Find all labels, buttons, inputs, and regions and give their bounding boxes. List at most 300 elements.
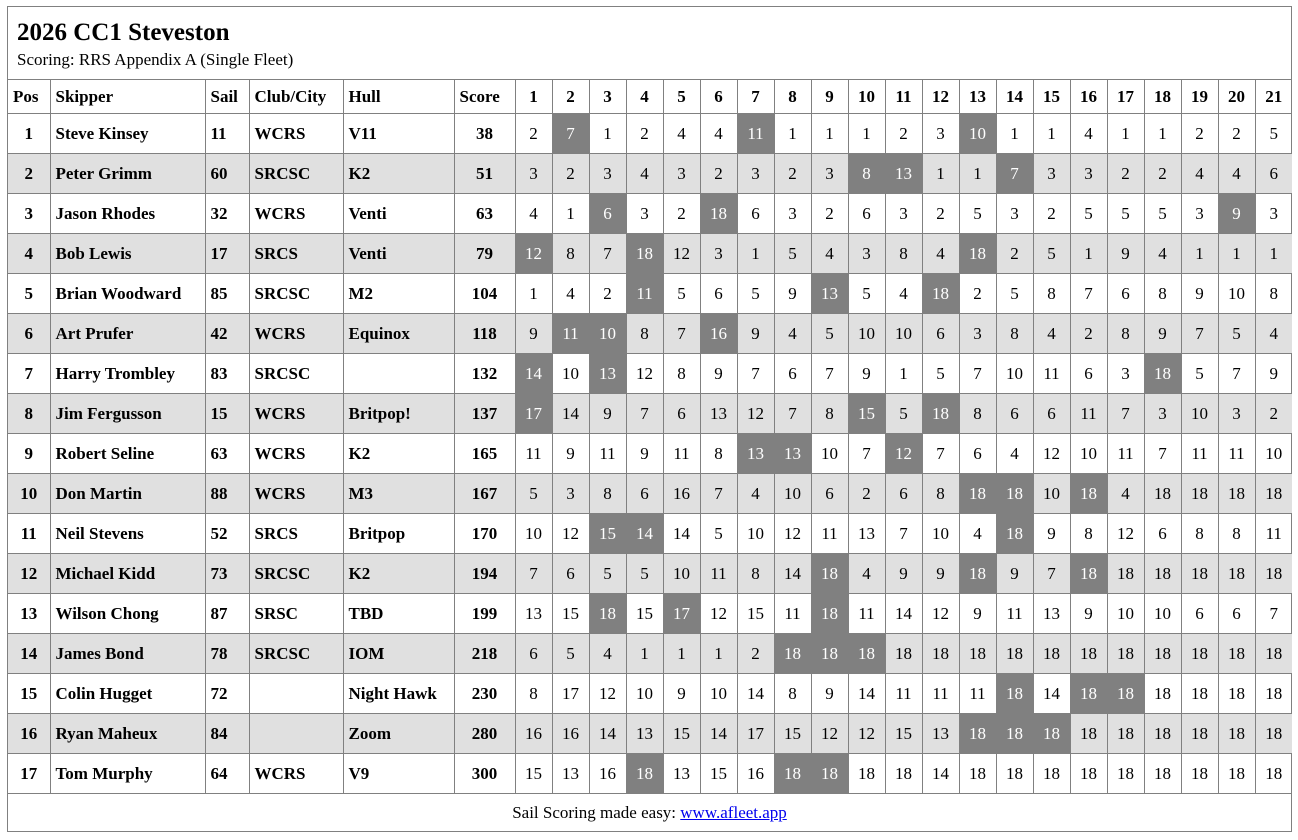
club-cell: SRCS xyxy=(249,234,343,274)
dropped-race-cell: 18 xyxy=(774,634,811,674)
race-cell: 5 xyxy=(626,554,663,594)
race-cell: 12 xyxy=(589,674,626,714)
col-header-race-3: 3 xyxy=(589,80,626,114)
skipper-cell: Bob Lewis xyxy=(50,234,205,274)
dropped-race-cell: 18 xyxy=(1070,554,1107,594)
dropped-race-cell: 18 xyxy=(959,554,996,594)
race-cell: 11 xyxy=(1255,514,1292,554)
race-cell: 7 xyxy=(1107,394,1144,434)
results-header xyxy=(8,7,1291,80)
table-row xyxy=(8,274,1292,314)
skipper-cell: Jason Rhodes xyxy=(50,194,205,234)
race-cell: 18 xyxy=(1218,554,1255,594)
sail-cell: 64 xyxy=(205,754,249,794)
race-cell: 4 xyxy=(515,194,552,234)
race-cell: 12 xyxy=(922,594,959,634)
race-cell: 3 xyxy=(700,234,737,274)
race-cell: 10 xyxy=(552,354,589,394)
race-cell: 5 xyxy=(1255,114,1292,154)
race-cell: 11 xyxy=(1033,354,1070,394)
race-cell: 3 xyxy=(1218,394,1255,434)
dropped-race-cell: 11 xyxy=(737,114,774,154)
table-row xyxy=(8,234,1292,274)
table-row xyxy=(8,154,1292,194)
col-header-race-5: 5 xyxy=(663,80,700,114)
race-cell: 6 xyxy=(848,194,885,234)
dropped-race-cell: 18 xyxy=(811,634,848,674)
sail-cell: 15 xyxy=(205,394,249,434)
race-cell: 5 xyxy=(811,314,848,354)
race-cell: 4 xyxy=(1070,114,1107,154)
race-cell: 3 xyxy=(1144,394,1181,434)
race-cell: 9 xyxy=(1255,354,1292,394)
race-cell: 18 xyxy=(1181,674,1218,714)
race-cell: 14 xyxy=(737,674,774,714)
race-cell: 10 xyxy=(922,514,959,554)
race-cell: 18 xyxy=(1107,554,1144,594)
race-cell: 1 xyxy=(1033,114,1070,154)
dropped-race-cell: 18 xyxy=(1107,674,1144,714)
race-cell: 1 xyxy=(1181,234,1218,274)
score-cell: 194 xyxy=(454,554,515,594)
race-cell: 11 xyxy=(959,674,996,714)
pos-cell: 17 xyxy=(8,754,50,794)
skipper-cell: Tom Murphy xyxy=(50,754,205,794)
sail-cell: 17 xyxy=(205,234,249,274)
race-cell: 18 xyxy=(1255,714,1292,754)
race-cell: 6 xyxy=(1144,514,1181,554)
race-cell: 6 xyxy=(552,554,589,594)
dropped-race-cell: 18 xyxy=(1033,714,1070,754)
race-cell: 18 xyxy=(1144,714,1181,754)
race-cell: 18 xyxy=(1144,474,1181,514)
race-cell: 11 xyxy=(811,514,848,554)
race-cell: 6 xyxy=(922,314,959,354)
scoring-subtitle: Scoring: RRS Appendix A (Single Fleet) xyxy=(17,50,294,69)
race-cell: 14 xyxy=(552,394,589,434)
race-cell: 7 xyxy=(1218,354,1255,394)
col-header-sail: Sail xyxy=(205,80,249,114)
race-cell: 5 xyxy=(885,394,922,434)
col-header-race-1: 1 xyxy=(515,80,552,114)
race-cell: 8 xyxy=(1070,514,1107,554)
club-cell: WCRS xyxy=(249,754,343,794)
race-cell: 9 xyxy=(552,434,589,474)
hull-cell: M2 xyxy=(343,274,454,314)
dropped-race-cell: 18 xyxy=(959,474,996,514)
page-title: 2026 CC1 Steveston xyxy=(17,19,230,46)
race-cell: 6 xyxy=(1070,354,1107,394)
table-row xyxy=(8,114,1292,154)
race-cell: 4 xyxy=(922,234,959,274)
hull-cell: V9 xyxy=(343,754,454,794)
skipper-cell: Colin Hugget xyxy=(50,674,205,714)
hull-cell xyxy=(343,354,454,394)
sail-cell: 60 xyxy=(205,154,249,194)
col-header-race-12: 12 xyxy=(922,80,959,114)
hull-cell: Night Hawk xyxy=(343,674,454,714)
hull-cell: K2 xyxy=(343,434,454,474)
race-cell: 4 xyxy=(1033,314,1070,354)
race-cell: 1 xyxy=(1070,234,1107,274)
hull-cell: Britpop xyxy=(343,514,454,554)
skipper-cell: Ryan Maheux xyxy=(50,714,205,754)
race-cell: 11 xyxy=(774,594,811,634)
score-cell: 230 xyxy=(454,674,515,714)
race-cell: 18 xyxy=(1107,634,1144,674)
pos-cell: 16 xyxy=(8,714,50,754)
race-cell: 10 xyxy=(1255,434,1292,474)
race-cell: 11 xyxy=(515,434,552,474)
table-row xyxy=(8,434,1292,474)
race-cell: 16 xyxy=(515,714,552,754)
skipper-cell: Robert Seline xyxy=(50,434,205,474)
pos-cell: 7 xyxy=(8,354,50,394)
dropped-race-cell: 18 xyxy=(959,234,996,274)
race-cell: 9 xyxy=(1144,314,1181,354)
race-cell: 5 xyxy=(552,634,589,674)
race-cell: 7 xyxy=(959,354,996,394)
race-cell: 10 xyxy=(737,514,774,554)
race-cell: 8 xyxy=(959,394,996,434)
race-cell: 8 xyxy=(626,314,663,354)
pos-cell: 4 xyxy=(8,234,50,274)
pos-cell: 2 xyxy=(8,154,50,194)
race-cell: 1 xyxy=(1218,234,1255,274)
race-cell: 1 xyxy=(922,154,959,194)
race-cell: 12 xyxy=(1033,434,1070,474)
race-cell: 4 xyxy=(848,554,885,594)
dropped-race-cell: 18 xyxy=(589,594,626,634)
race-cell: 7 xyxy=(1070,274,1107,314)
race-cell: 18 xyxy=(1255,674,1292,714)
table-row xyxy=(8,674,1292,714)
race-cell: 2 xyxy=(1255,394,1292,434)
race-cell: 12 xyxy=(811,714,848,754)
race-cell: 7 xyxy=(774,394,811,434)
race-cell: 3 xyxy=(589,154,626,194)
race-cell: 2 xyxy=(1181,114,1218,154)
race-cell: 2 xyxy=(589,274,626,314)
race-cell: 8 xyxy=(589,474,626,514)
skipper-cell: Art Prufer xyxy=(50,314,205,354)
pos-cell: 10 xyxy=(8,474,50,514)
race-cell: 3 xyxy=(663,154,700,194)
col-header-club: Club/City xyxy=(249,80,343,114)
col-header-race-18: 18 xyxy=(1144,80,1181,114)
col-header-race-14: 14 xyxy=(996,80,1033,114)
race-cell: 6 xyxy=(885,474,922,514)
race-cell: 1 xyxy=(1144,114,1181,154)
dropped-race-cell: 18 xyxy=(774,754,811,794)
dropped-race-cell: 13 xyxy=(589,354,626,394)
race-cell: 4 xyxy=(626,154,663,194)
race-cell: 6 xyxy=(811,474,848,514)
race-cell: 18 xyxy=(1218,714,1255,754)
race-cell: 17 xyxy=(737,714,774,754)
race-cell: 2 xyxy=(996,234,1033,274)
race-cell: 8 xyxy=(996,314,1033,354)
race-cell: 8 xyxy=(552,234,589,274)
race-cell: 2 xyxy=(626,114,663,154)
race-cell: 1 xyxy=(1107,114,1144,154)
dropped-race-cell: 18 xyxy=(700,194,737,234)
race-cell: 9 xyxy=(959,594,996,634)
race-cell: 18 xyxy=(1144,754,1181,794)
dropped-race-cell: 15 xyxy=(589,514,626,554)
sail-cell: 85 xyxy=(205,274,249,314)
race-cell: 7 xyxy=(1255,594,1292,634)
sail-cell: 32 xyxy=(205,194,249,234)
race-cell: 12 xyxy=(1107,514,1144,554)
race-cell: 2 xyxy=(885,114,922,154)
race-cell: 1 xyxy=(552,194,589,234)
pos-cell: 13 xyxy=(8,594,50,634)
race-cell: 18 xyxy=(1070,714,1107,754)
club-cell: SRCSC xyxy=(249,634,343,674)
race-cell: 13 xyxy=(700,394,737,434)
club-cell: SRCSC xyxy=(249,274,343,314)
race-cell: 18 xyxy=(1144,674,1181,714)
skipper-cell: Peter Grimm xyxy=(50,154,205,194)
race-cell: 11 xyxy=(1107,434,1144,474)
race-cell: 2 xyxy=(737,634,774,674)
table-row xyxy=(8,714,1292,754)
race-cell: 8 xyxy=(515,674,552,714)
race-cell: 9 xyxy=(663,674,700,714)
race-cell: 6 xyxy=(774,354,811,394)
dropped-race-cell: 16 xyxy=(700,314,737,354)
race-cell: 4 xyxy=(1255,314,1292,354)
race-cell: 6 xyxy=(1255,154,1292,194)
race-cell: 18 xyxy=(922,634,959,674)
race-cell: 2 xyxy=(700,154,737,194)
hull-cell: K2 xyxy=(343,154,454,194)
race-cell: 3 xyxy=(922,114,959,154)
race-cell: 18 xyxy=(1255,474,1292,514)
race-cell: 4 xyxy=(1181,154,1218,194)
race-cell: 1 xyxy=(996,114,1033,154)
col-header-race-8: 8 xyxy=(774,80,811,114)
race-cell: 18 xyxy=(996,754,1033,794)
hull-cell: V11 xyxy=(343,114,454,154)
race-cell: 3 xyxy=(1107,354,1144,394)
col-header-race-10: 10 xyxy=(848,80,885,114)
skipper-cell: Neil Stevens xyxy=(50,514,205,554)
race-cell: 2 xyxy=(552,154,589,194)
sail-cell: 88 xyxy=(205,474,249,514)
race-cell: 5 xyxy=(959,194,996,234)
club-cell: SRCSC xyxy=(249,154,343,194)
table-row xyxy=(8,354,1292,394)
race-cell: 13 xyxy=(922,714,959,754)
race-cell: 5 xyxy=(996,274,1033,314)
race-cell: 8 xyxy=(922,474,959,514)
club-cell: SRSC xyxy=(249,594,343,634)
race-cell: 3 xyxy=(848,234,885,274)
col-header-race-6: 6 xyxy=(700,80,737,114)
race-cell: 5 xyxy=(737,274,774,314)
race-cell: 13 xyxy=(552,754,589,794)
score-cell: 132 xyxy=(454,354,515,394)
score-cell: 280 xyxy=(454,714,515,754)
col-header-score: Score xyxy=(454,80,515,114)
score-cell: 167 xyxy=(454,474,515,514)
table-row xyxy=(8,594,1292,634)
club-cell xyxy=(249,714,343,754)
race-cell: 3 xyxy=(811,154,848,194)
hull-cell: K2 xyxy=(343,554,454,594)
race-cell: 3 xyxy=(515,154,552,194)
score-cell: 51 xyxy=(454,154,515,194)
race-cell: 11 xyxy=(922,674,959,714)
race-cell: 8 xyxy=(774,674,811,714)
race-cell: 11 xyxy=(589,434,626,474)
race-cell: 1 xyxy=(589,114,626,154)
race-cell: 5 xyxy=(922,354,959,394)
race-cell: 5 xyxy=(1218,314,1255,354)
race-cell: 14 xyxy=(922,754,959,794)
race-cell: 8 xyxy=(885,234,922,274)
race-cell: 18 xyxy=(1144,554,1181,594)
hull-cell: IOM xyxy=(343,634,454,674)
race-cell: 18 xyxy=(1181,634,1218,674)
race-cell: 11 xyxy=(663,434,700,474)
dropped-race-cell: 8 xyxy=(848,154,885,194)
col-header-race-11: 11 xyxy=(885,80,922,114)
race-cell: 9 xyxy=(1107,234,1144,274)
dropped-race-cell: 6 xyxy=(589,194,626,234)
dropped-race-cell: 14 xyxy=(515,354,552,394)
pos-cell: 9 xyxy=(8,434,50,474)
race-cell: 10 xyxy=(1107,594,1144,634)
pos-cell: 15 xyxy=(8,674,50,714)
race-cell: 1 xyxy=(737,234,774,274)
col-header-race-16: 16 xyxy=(1070,80,1107,114)
sail-cell: 63 xyxy=(205,434,249,474)
race-cell: 5 xyxy=(848,274,885,314)
race-cell: 10 xyxy=(700,674,737,714)
pos-cell: 3 xyxy=(8,194,50,234)
race-cell: 2 xyxy=(848,474,885,514)
race-cell: 12 xyxy=(700,594,737,634)
race-cell: 5 xyxy=(1070,194,1107,234)
race-cell: 2 xyxy=(1144,154,1181,194)
col-header-race-7: 7 xyxy=(737,80,774,114)
col-header-race-9: 9 xyxy=(811,80,848,114)
dropped-race-cell: 18 xyxy=(1144,354,1181,394)
col-header-race-19: 19 xyxy=(1181,80,1218,114)
col-header-skipper: Skipper xyxy=(50,80,205,114)
race-cell: 2 xyxy=(922,194,959,234)
race-cell: 7 xyxy=(848,434,885,474)
club-cell: WCRS xyxy=(249,114,343,154)
race-cell: 6 xyxy=(1033,394,1070,434)
race-cell: 6 xyxy=(1181,594,1218,634)
race-cell: 12 xyxy=(626,354,663,394)
race-cell: 11 xyxy=(1070,394,1107,434)
race-cell: 8 xyxy=(1144,274,1181,314)
hull-cell: Britpop! xyxy=(343,394,454,434)
race-cell: 6 xyxy=(700,274,737,314)
dropped-race-cell: 18 xyxy=(1070,674,1107,714)
score-cell: 137 xyxy=(454,394,515,434)
race-cell: 18 xyxy=(885,754,922,794)
race-cell: 7 xyxy=(811,354,848,394)
dropped-race-cell: 14 xyxy=(626,514,663,554)
skipper-cell: Don Martin xyxy=(50,474,205,514)
dropped-race-cell: 18 xyxy=(811,554,848,594)
race-cell: 1 xyxy=(848,114,885,154)
pos-cell: 14 xyxy=(8,634,50,674)
race-cell: 15 xyxy=(515,754,552,794)
race-cell: 18 xyxy=(1255,554,1292,594)
race-cell: 1 xyxy=(1255,234,1292,274)
col-header-race-13: 13 xyxy=(959,80,996,114)
race-cell: 8 xyxy=(1181,514,1218,554)
race-cell: 15 xyxy=(774,714,811,754)
dropped-race-cell: 17 xyxy=(515,394,552,434)
race-cell: 2 xyxy=(1218,114,1255,154)
race-cell: 9 xyxy=(700,354,737,394)
race-cell: 14 xyxy=(700,714,737,754)
race-cell: 18 xyxy=(1218,634,1255,674)
race-cell: 12 xyxy=(552,514,589,554)
dropped-race-cell: 18 xyxy=(996,474,1033,514)
pos-cell: 5 xyxy=(8,274,50,314)
dropped-race-cell: 13 xyxy=(885,154,922,194)
race-cell: 3 xyxy=(737,154,774,194)
race-cell: 14 xyxy=(589,714,626,754)
race-cell: 9 xyxy=(848,354,885,394)
race-cell: 18 xyxy=(1107,714,1144,754)
race-cell: 18 xyxy=(1107,754,1144,794)
afleet-link[interactable]: www.afleet.app xyxy=(680,803,787,822)
race-cell: 4 xyxy=(996,434,1033,474)
dropped-race-cell: 18 xyxy=(922,394,959,434)
race-cell: 7 xyxy=(922,434,959,474)
race-cell: 12 xyxy=(848,714,885,754)
dropped-race-cell: 10 xyxy=(589,314,626,354)
dropped-race-cell: 18 xyxy=(922,274,959,314)
dropped-race-cell: 12 xyxy=(515,234,552,274)
race-cell: 7 xyxy=(663,314,700,354)
table-row xyxy=(8,754,1292,794)
race-cell: 9 xyxy=(1033,514,1070,554)
dropped-race-cell: 9 xyxy=(1218,194,1255,234)
race-cell: 8 xyxy=(663,354,700,394)
col-header-race-21: 21 xyxy=(1255,80,1292,114)
club-cell: WCRS xyxy=(249,474,343,514)
score-cell: 38 xyxy=(454,114,515,154)
race-cell: 18 xyxy=(1181,714,1218,754)
race-cell: 10 xyxy=(848,314,885,354)
race-cell: 1 xyxy=(626,634,663,674)
race-cell: 12 xyxy=(737,394,774,434)
race-cell: 18 xyxy=(1144,634,1181,674)
race-cell: 2 xyxy=(811,194,848,234)
race-cell: 7 xyxy=(700,474,737,514)
table-row xyxy=(8,394,1292,434)
race-cell: 9 xyxy=(515,314,552,354)
race-cell: 15 xyxy=(663,714,700,754)
race-cell: 12 xyxy=(774,514,811,554)
dropped-race-cell: 17 xyxy=(663,594,700,634)
sail-cell: 11 xyxy=(205,114,249,154)
race-cell: 3 xyxy=(959,314,996,354)
race-cell: 4 xyxy=(811,234,848,274)
race-cell: 11 xyxy=(1218,434,1255,474)
